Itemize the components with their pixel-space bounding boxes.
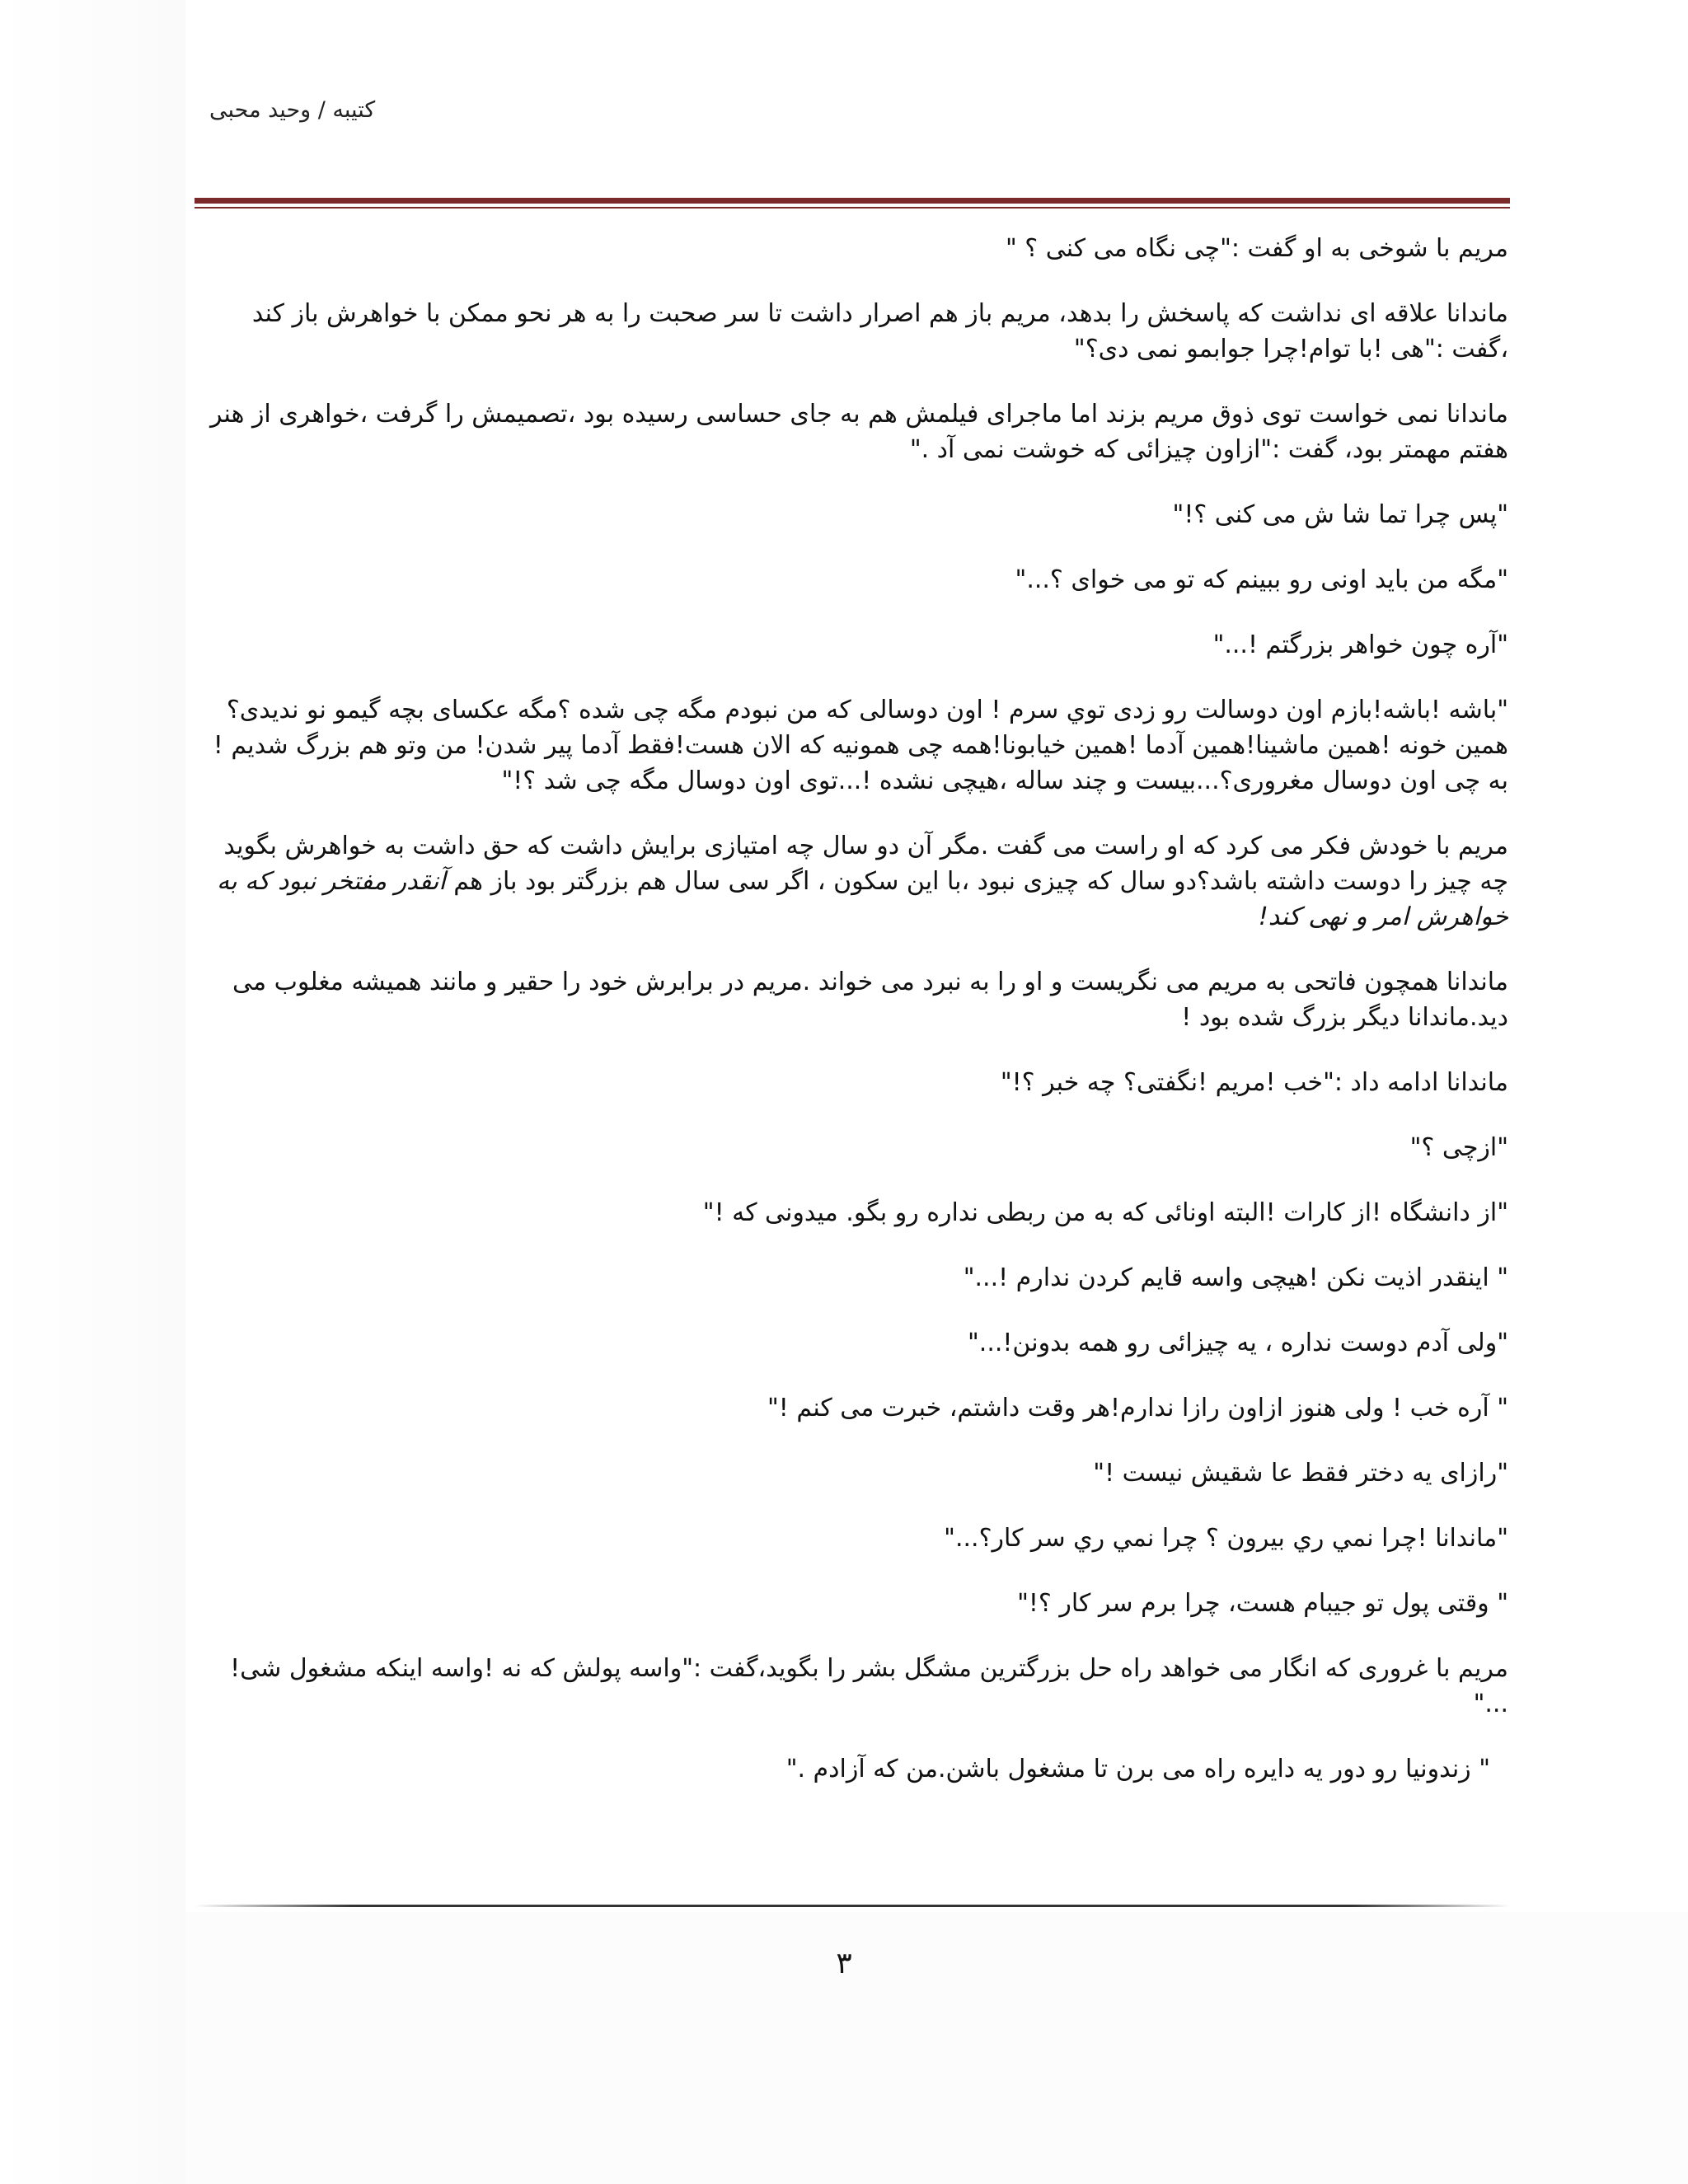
running-header: کتیبه / وحید محبی: [209, 97, 376, 123]
paragraph: "ازچی ؟": [1409, 1133, 1508, 1162]
paragraph: "آره چون خواهر بزرگتم !...": [1212, 630, 1508, 659]
paragraph: " زندونیا رو دور یه دایره راه می برن تا مشغول باشن.من که آزادم .": [785, 1755, 1490, 1783]
paragraph: "باشه !باشه!بازم اون دوسالت رو زدی توي سرم ! اون دوسالی که من نبودم مگه چی شده ؟مگه عکسای بچه گیمو نو ندیدی؟همین خونه !همین ماشینا!همین آدما !همین خیابونا!همه چی همونیه که الان هست!فقط آدما پیر شدن! من وتو هم بزرگ شدیم ! به چی اون دوسال مغروری؟...بیست و چند ساله ،هیچی نشده !...توی اون دوسال مگه چی شد ؟!": [213, 696, 1508, 795]
header-rule-thin: [195, 207, 1510, 209]
paragraph: " آره خب ! ولی هنوز ازاون رازا ندارم!هر وقت داشتم، خبرت می کنم !": [767, 1394, 1508, 1422]
paragraph-italic-part: آنقدر مفتخر نبود که به خواهرش امر و نهی کند!: [217, 867, 1508, 931]
paragraph: "رازای یه دختر فقط عا شقیش نیست !": [1093, 1459, 1508, 1488]
paragraph: "ماندانا !چرا نمي ري بیرون ؟ چرا نمي ري سر کار؟...": [944, 1524, 1508, 1553]
paragraph: " اینقدر اذیت نکن !هیچی واسه قایم کردن ندارم !...": [963, 1263, 1508, 1292]
paragraph-mixed: [195, 828, 1508, 935]
paragraph: مریم با شوخی به او گفت :"چی نگاه می کنی ؟ ": [1005, 234, 1508, 263]
paragraph: مریم با غروری که انگار می خواهد راه حل بزرگترین مشگل بشر را بگوید،گفت :"واسه پولش که نه !واسه اینکه مشغول شی! ...": [230, 1654, 1508, 1718]
page-left-shade: [0, 0, 185, 2184]
footer-rule: [195, 1905, 1510, 1907]
paragraph: ماندانا علاقه ای نداشت که پاسخش را بدهد، مریم باز هم اصرار داشت تا سر صحبت را به هر نحو ممکن با خواهرش باز کند ،گفت :"هی !با توام!چرا جوابمو نمی دی؟": [251, 299, 1508, 363]
body-text: [195, 231, 1508, 1816]
header-rule-thick: [195, 198, 1510, 204]
paragraph: ماندانا نمی خواست توی ذوق مریم بزند اما ماجرای فیلمش هم به جای حساسی رسیده بود ،تصمیمش را گرفت ،خواهری از هنر هفتم مهمتر بود، گفت :"ازاون چیزائی که خوشت نمی آد .": [209, 400, 1508, 464]
paragraph: "از دانشگاه !از کارات !البته اونائی که به من ربطی نداره رو بگو. میدونی که !": [702, 1198, 1508, 1227]
paragraph: " وقتی پول تو جیبام هست، چرا برم سر کار ؟!": [1017, 1589, 1508, 1618]
paragraph-regular-part: مریم با خودش فکر می کرد که او راست می گفت .مگر آن دو سال چه امتیازی برایش داشت که حق داشت به خواهرش بگوید چه چیز را دوست داشته باشد؟دو سال که چیزی نبود ،با این سکون ، اگر سی سال هم بزرگتر بود باز هم: [223, 832, 1508, 896]
paragraph: ماندانا ادامه داد :"خب !مریم !نگفتی؟ چه خبر ؟!": [1000, 1068, 1508, 1097]
paragraph: "مگه من باید اونی رو ببینم که تو می خوای ؟...": [1015, 565, 1508, 594]
paragraph: "ولی آدم دوست نداره ، یه چیزائی رو همه بدونن!...": [968, 1329, 1508, 1357]
page-number: ۳: [836, 1947, 852, 1980]
paragraph: ماندانا همچون فاتحی به مریم می نگریست و او را به نبرد می خواند .مریم در برابرش خود را حقیر و مانند همیشه مغلوب می دید.ماندانا دیگر بزرگ شده بود !: [232, 968, 1508, 1032]
paragraph: "پس چرا تما شا ش می کنی ؟!": [1172, 500, 1508, 529]
